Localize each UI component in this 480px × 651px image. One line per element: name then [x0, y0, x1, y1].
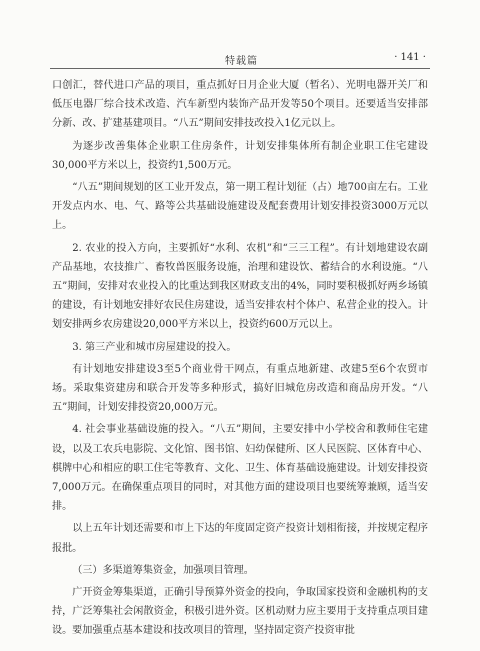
page-number: · 141 · — [394, 52, 426, 63]
paragraph-heading: 3. 第三产业和城市房屋建设的投入。 — [72, 341, 237, 353]
paragraph: 广开资金筹集渠道，正确引导预算外资金的投向，争取国家投资和金融机构的支持，广泛筹集社会闲散资金，积极引进外资。区机动财力应主要用于支持重点项目建设。要加强重点基本建设和技改项目的管理，坚持固定资产投资审批 — [52, 587, 428, 637]
section-title: 特载篇 — [225, 56, 258, 67]
body-text — [52, 76, 428, 644]
section-heading: （三）多渠道筹集资金，加强项目管理。 — [72, 564, 254, 576]
paragraph: 4. 社会事业基础设施的投入。“八五”期间，主要安排中小学校舍和教师住宅建设，以及工农兵电影院、文化馆、图书馆、妇幼保健所、区人民医院、区体育中心、棋牌中心和相应的职工住宅等教育、文化、卫生、体育基础设施建设。计划安排投资7,000万元。在确保重点项目的同时，对其他方面的建设项目也要统筹兼顾，适当安排。 — [52, 424, 428, 513]
paragraph: 以上五年计划还需要和市上下达的年度固定资产投资计划相衔接，并按规定程序报批。 — [52, 523, 428, 554]
paragraph-continued: 口创汇，替代进口产品的项目，重点抓好日月企业大厦（暂名）、光明电器开关厂和低压电器厂综合技术改造、汽车新型内装饰产品开发等50个项目。还要适当安排部分新、改、扩建基建项目。“八五”期间安排技改投入1亿元以上。 — [52, 80, 428, 130]
paragraph: 2. 农业的投入方向，主要抓好“水利、农机”和“三三工程”。有计划地建设农副产品基地，农技推广、畜牧兽医服务设施，治理和建设饮、蓄结合的水利设施。“八五”期间，安排对农业投入的比重达到我区财政支出的4%，同时要积极抓好两乡场镇的建设，有计划地安排好农民住房建设，适当安排农村个体户、私营企业的投入。计划安排两乡农房建设20,000平方米以上，投资约600万元以上。 — [52, 242, 428, 331]
paragraph: 为逐步改善集体企业职工住房条件，计划安排集体所有制企业职工住宅建设30,000平方米以上，投资约1,500万元。 — [52, 140, 428, 171]
paragraph: 有计划地安排建设3至5个商业骨干网点，有重点地新建、改建5至6个农贸市场。采取集资建房和联合开发等多种形式，搞好旧城危房改造和商品房开发。“八五”期间，计划安排投资20,000万元。 — [52, 363, 428, 414]
running-header — [50, 52, 430, 66]
paragraph: “八五”期间规划的区工业开发点，第一期工程计划征（占）地700亩左右。工业开发点内水、电、气、路等公共基础设施建设及配套费用计划安排投资3000万元以上。 — [52, 182, 428, 232]
header-rule — [50, 68, 430, 69]
